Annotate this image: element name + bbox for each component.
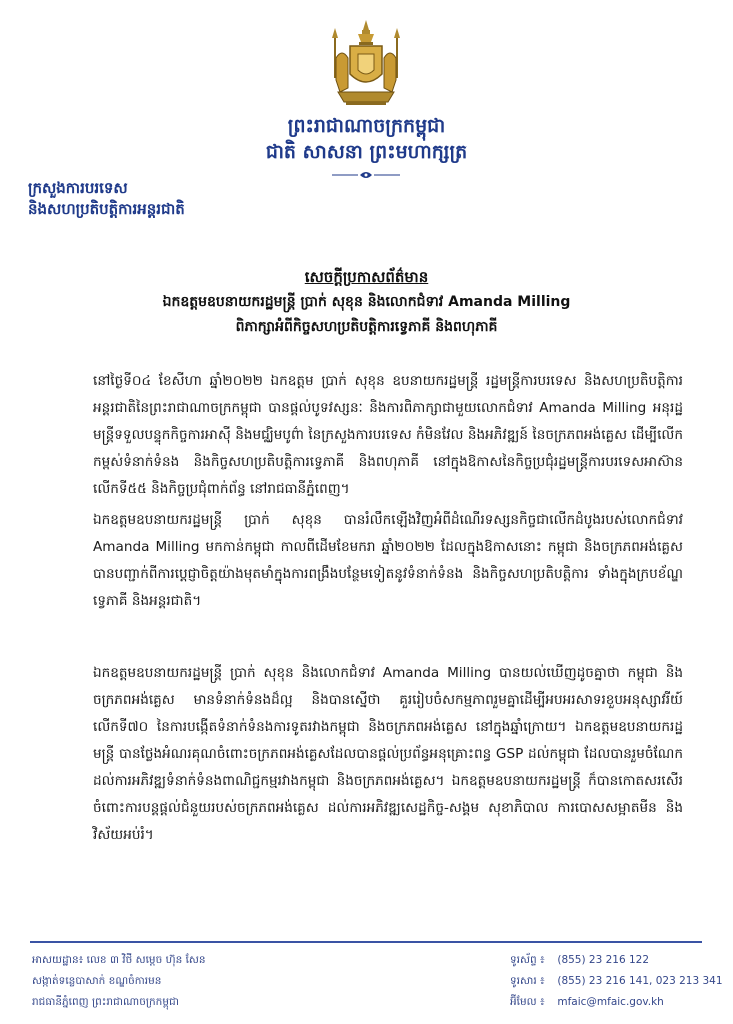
ministry-name-line2: និងសហប្រតិបត្តិការអន្តរជាតិ xyxy=(28,200,185,218)
address-line-3: រាជធានីភ្នំពេញ ព្រះរាជាណាចក្រកម្ពុជា xyxy=(32,996,179,1008)
footer-divider xyxy=(30,941,702,943)
address-line-2: សង្កាត់ទន្លេបាសាក់ ខណ្ឌចំការមន xyxy=(32,975,162,987)
fax-row xyxy=(510,971,723,992)
footer-contacts xyxy=(510,950,723,1013)
phone-value: (855) 23 216 122 xyxy=(557,954,650,966)
email-row xyxy=(510,992,720,1013)
royal-arms-emblem-icon xyxy=(318,18,414,108)
ministry-name-line1: ក្រសួងការបរទេស xyxy=(28,179,128,197)
footer-address xyxy=(32,950,352,1013)
email-label: អ៊ីមែល ៖ xyxy=(510,996,545,1008)
document-subtitle-line2: ពិភាក្សាអំពីកិច្ចសហប្រតិបត្តិការទ្វេភាគី និងពហុភាគី xyxy=(235,319,498,335)
body-paragraph-3: ឯកឧត្តមឧបនាយករដ្ឋមន្ត្រី ប្រាក់ សុខុន និងលោកជំទាវ Amanda Milling បានយល់ឃើញដូចគ្នាថា កម្ពុជា និងចក្រភពអង់គ្លេស មានទំនាក់ទំនងដ៏ល្អ និងបានស្នើថា គួររៀបចំសកម្មភាពរួមគ្នាដើម្បីអបអរសាទរខួបអនុស្សាវរីយ៍លើកទី៧០ នៃការបង្កើតទំនាក់ទំនងការទូតរវាងកម្ពុជា និងចក្រភពអង់គ្លេស នៅក្នុងឆ្នាំក្រោយ។ ឯកឧត្តមឧបនាយករដ្ឋមន្ត្រី បានថ្លែងអំណរគុណចំពោះចក្រភពអង់គ្លេសដែលបានផ្តល់ប្រព័ន្ធអនុគ្រោះពន្ធ GSP ដល់កម្ពុជា ដែលបានរួមចំណែកដល់ការអភិវឌ្ឍទំនាក់ទំនងពាណិជ្ជកម្មរវាងកម្ពុជា និងចក្រភពអង់គ្លេស។ ឯកឧត្តមឧបនាយករដ្ឋមន្ត្រី ក៏បានកោតសរសើរចំពោះការបន្តផ្តល់ជំនួយរបស់ចក្រភពអង់គ្លេស ដល់ការអភិវឌ្ឍសេដ្ឋកិច្ច-សង្គម សុខាភិបាល ការបោសសម្អាតមីន និងវិស័យអប់រំ។ xyxy=(93,665,683,843)
body-paragraph-2: ឯកឧត្តមឧបនាយករដ្ឋមន្ត្រី ប្រាក់ សុខុន បានរំលឹកឡើងវិញអំពីដំណើរទស្សនកិច្ចជាលើកដំបូងរបស់លោកជំទាវ Amanda Milling មកកាន់កម្ពុជា កាលពីដើមខែមករា ឆ្នាំ២០២២ ដែលក្នុងឱកាសនោះ កម្ពុជា និងចក្រភពអង់គ្លេស បានបញ្ជាក់ពីការប្តេជ្ញាចិត្តយ៉ាងមុតមាំក្នុងការពង្រឹងបន្ថែមទៀតនូវទំនាក់ទំនង និងកិច្ចសហប្រតិបត្តិការ ទាំងក្នុងក្របខ័ណ្ឌទ្វេភាគី និងអន្តរជាតិ។ xyxy=(93,512,683,609)
national-motto: ជាតិ សាសនា ព្រះមហាក្សត្រ xyxy=(265,141,468,163)
phone-row xyxy=(510,950,720,971)
fax-label: ទូរសារ ៖ xyxy=(510,975,545,987)
body-paragraph-1: នៅថ្ងៃទី០៤ ខែសីហា ឆ្នាំ២០២២ ឯកឧត្តម ប្រាក់ សុខុន ឧបនាយករដ្ឋមន្ត្រី រដ្ឋមន្ត្រីការបរទេស និងសហប្រតិបត្តិការអន្តរជាតិនៃព្រះរាជាណាចក្រកម្ពុជា បានផ្តល់បូទវស្សនៈ និងការពិភាក្សាជាមួយលោកជំទាវ Amanda Milling អនុរដ្ឋមន្ត្រីទទួលបន្ទុកកិច្ចការអាស៊ី និងមជ្ឈិមបូព៌ា នៃក្រសួងការបរទេស កំមិនវែល និងអភិវឌ្ឍន៍ នៃចក្រភពអង់គ្លេស ដើម្បីលើកកម្ពស់ទំនាក់ទំនង និងកិច្ចសហប្រតិបត្តិការទ្វេភាគី និងពហុភាគី នៅក្នុងឱកាសនៃកិច្ចប្រជុំរដ្ឋមន្ត្រីការបរទេសអាស៊ានលើកទី៥៥ និងកិច្ចប្រជុំពាក់ព័ន្ធ នៅរាជធានីភ្នំពេញ។ xyxy=(93,373,683,497)
divider-ornament-icon xyxy=(330,169,402,181)
email-link[interactable]: mfaic@mfaic.gov.kh xyxy=(557,996,664,1008)
fax-value: (855) 23 216 141, 023 213 341 xyxy=(557,975,723,987)
address-line-1: អាសយដ្ឋាន៖ លេខ ៣ វិថី សម្តេច ហ៊ុន សែន xyxy=(32,954,206,966)
document-title: សេចក្តីប្រកាសព័ត៌មាន xyxy=(304,268,429,286)
kingdom-name: ព្រះរាជាណាចក្រកម្ពុជា xyxy=(287,115,446,137)
document-subtitle-line1: ឯកឧត្តមឧបនាយករដ្ឋមន្ត្រី ប្រាក់ សុខុន និងលោកជំទាវ Amanda Milling xyxy=(162,294,571,310)
phone-label: ទូរស័ព្ទ ៖ xyxy=(510,954,545,966)
